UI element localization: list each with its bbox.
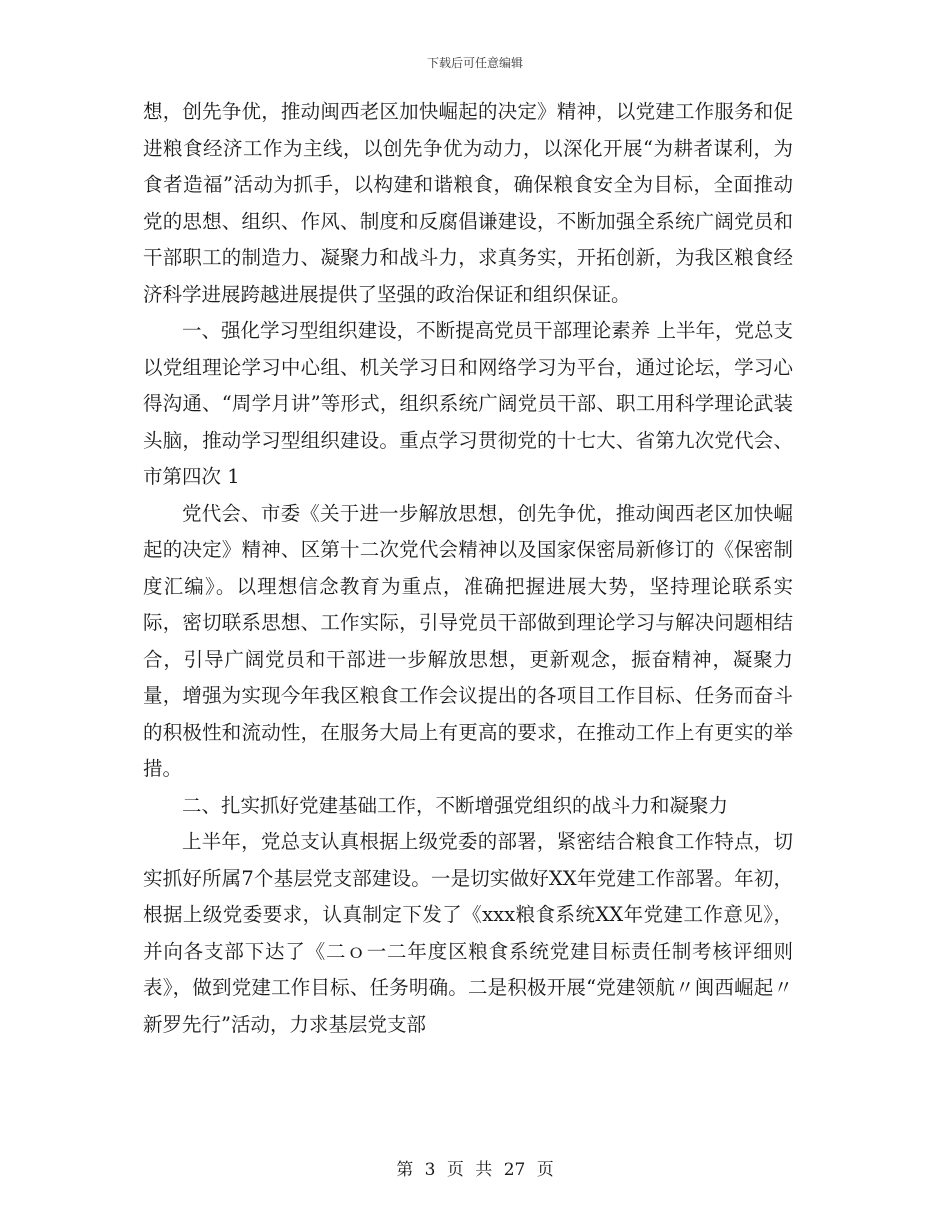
paragraph-2: 一、强化学习型组织建设，不断提高党员干部理论素养 上半年，党总支以党组理论学习中心组、机关学习日和网络学习为平台，通过论坛，学习心得沟通、“周学月讲”等形式，组织系统广阔党员干部、职工用科学理论武装头脑，推动学习型组织建设。重点学习贯彻党的十七大、省第九次党代会、市第四次 1 [143,319,793,488]
paragraph-4: 二、扎实抓好党建基础工作，不断增强党组织的战斗力和凝聚力 [182,793,729,817]
paragraph-1: 想，创先争优，推动闽西老区加快崛起的决定》精神，以党建工作服务和促进粮食经济工作为主线，以创先争优为动力，以深化开展“为耕者谋利，为食者造福”活动为抓手，以构建和谐粮食，确保粮食安全为目标，全面推动党的思想、组织、作风、制度和反腐倡谦建设，不断加强全系统广阔党员和干部职工的制造力、凝聚力和战斗力，求真务实，开拓创新，为我区粮食经济科学进展跨越进展提供了坚强的政治保证和组织保证。 [143,100,793,306]
page-header: 下载后可任意编辑 [426,56,523,70]
paragraph-3: 党代会、市委《关于进一步解放思想，创先争优，推动闽西老区加快崛起的决定》精神、区第十二次党代会精神以及国家保密局新修订的《保密制度汇编》。以理想信念教育为重点，准确把握进展大势，坚持理论联系实际，密切联系思想、工作实际，引导党员干部做到理论学习与解决问题相结合，引导广阔党员和干部进一步解放思想，更新观念，振奋精神，凝聚力量，增强为实现今年我区粮食工作会议提出的各项目工作目标、任务而奋斗的积极性和流动性，在服务大局上有更高的要求，在推动工作上有更实的举措。 [143,501,793,780]
document-body [143,94,793,1043]
page-footer: 第 3 页 共 27 页 [396,1160,554,1180]
paragraph-5: 上半年，党总支认真根据上级党委的部署，紧密结合粮食工作特点，切实抓好所属7个基层党支部建设。一是切实做好XX年党建工作部署。年初，根据上级党委要求，认真制定下发了《xxx粮食系统XX年党建工作意见》，并向各支部下达了《二ｏ一二年度区粮食系统党建目标责任制考核评细则表》，做到党建工作目标、任务明确。二是积极开展“党建领航〃闽西崛起〃新罗先行”活动，力求基层党支部 [143,830,793,1036]
